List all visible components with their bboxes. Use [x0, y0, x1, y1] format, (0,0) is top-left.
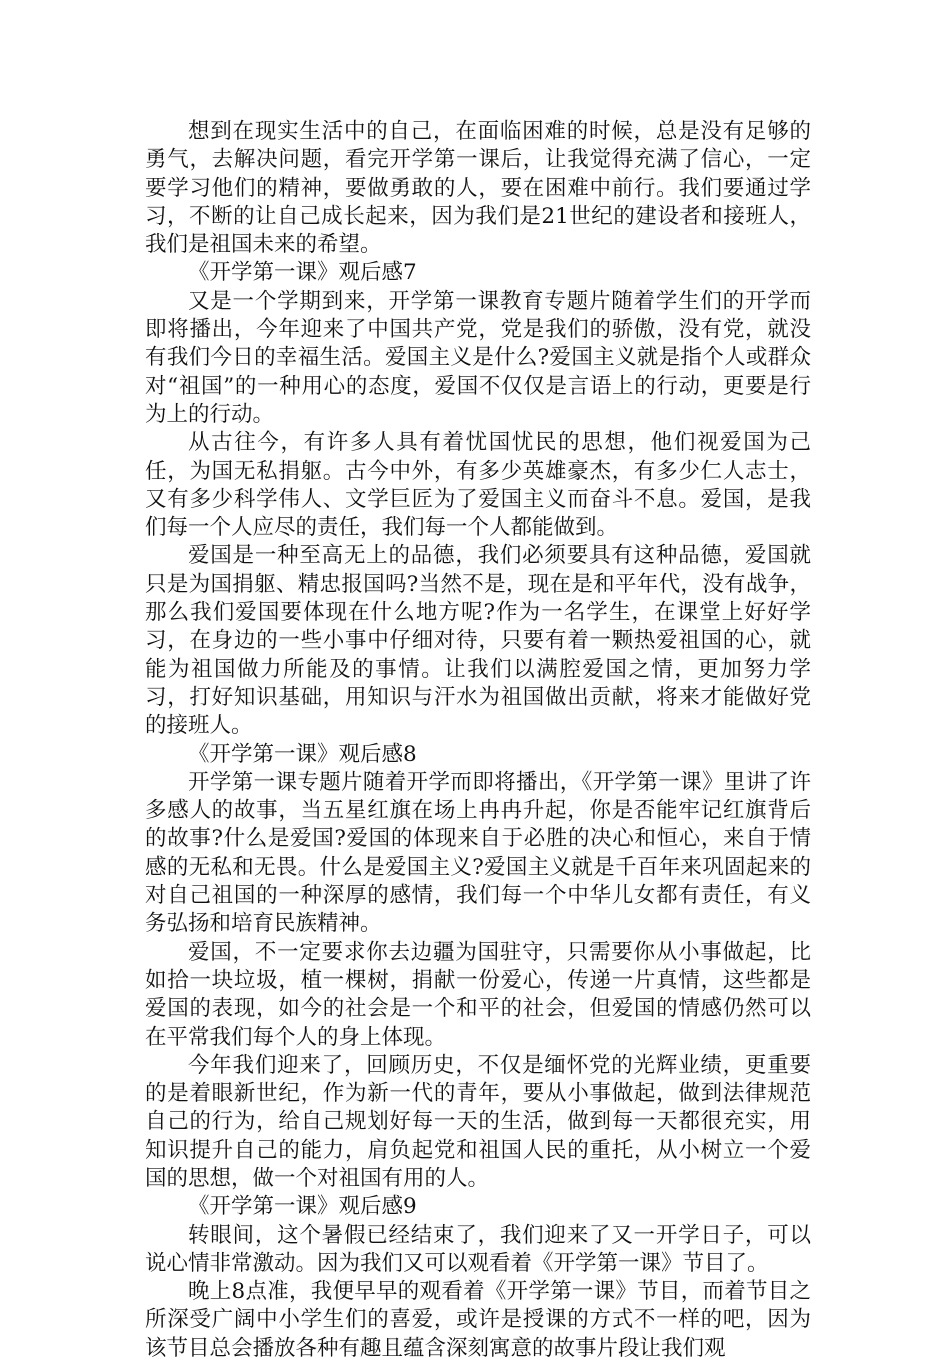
- paragraph: 又是一个学期到来，开学第一课教育专题片随着学生们的开学而即将播出，今年迎来了中国共产党，党是我们的骄傲，没有党，就没有我们今日的幸福生活。爱国主义是什么?爱国主义就是指个人或群众对“祖国”的一种用心的态度，爱国不仅仅是言语上的行动，更要是行为上的行动。: [145, 288, 811, 427]
- paragraph: 从古往今，有许多人具有着忧国忧民的思想，他们视爱国为己任，为国无私捐躯。古今中外，有多少英雄豪杰，有多少仁人志士，又有多少科学伟人、文学巨匠为了爱国主义而奋斗不息。爱国，是我们每一个人应尽的责任，我们每一个人都能做到。: [145, 430, 811, 541]
- paragraph: 今年我们迎来了，回顾历史，不仅是缅怀党的光辉业绩，更重要的是着眼新世纪，作为新一代的青年，要从小事做起，做到法律规范自己的行为，给自己规划好每一天的生活，做到每一天都很充实，用知识提升自己的能力，肩负起党和祖国人民的重托，从小树立一个爱国的思想，做一个对祖国有用的人。: [145, 1052, 811, 1191]
- document-body: [145, 118, 811, 1363]
- paragraph: 晚上8点准，我便早早的观看着《开学第一课》节目，而着节目之所深受广阔中小学生们的喜爱，或许是授课的方式不一样的吧，因为该节目总会播放各种有趣且蕴含深刻寓意的故事片段让我们观: [145, 1279, 811, 1361]
- section-heading: 《开学第一课》观后感8: [188, 741, 417, 767]
- section-heading: 《开学第一课》观后感7: [188, 260, 417, 286]
- paragraph: 爱国是一种至高无上的品德，我们必须要具有这种品德，爱国就只是为国捐躯、精忠报国吗?当然不是，现在是和平年代，没有战争，那么我们爱国要体现在什么地方呢?作为一名学生，在课堂上好好学习，在身边的一些小事中仔细对待，只要有着一颗热爱祖国的心，就能为祖国做力所能及的事情。让我们以满腔爱国之情，更加努力学习，打好知识基础，用知识与汗水为祖国做出贡献，将来才能做好党的接班人。: [145, 543, 811, 739]
- paragraph: 开学第一课专题片随着开学而即将播出，《开学第一课》里讲了许多感人的故事，当五星红旗在场上冉冉升起，你是否能牢记红旗背后的故事?什么是爱国?爱国的体现来自于必胜的决心和恒心，来自于情感的无私和无畏。什么是爱国主义?爱国主义就是千百年来巩固起来的对自己祖国的一种深厚的感情，我们每一个中华儿女都有责任，有义务弘扬和培育民族精神。: [145, 769, 811, 937]
- paragraph: 想到在现实生活中的自己，在面临困难的时候，总是没有足够的勇气，去解决问题，看完开学第一课后，让我觉得充满了信心，一定要学习他们的精神，要做勇敢的人，要在困难中前行。我们要通过学习，不断的让自己成长起来，因为我们是21世纪的建设者和接班人，我们是祖国未来的希望。: [145, 119, 811, 258]
- paragraph: 转眼间，这个暑假已经结束了，我们迎来了又一开学日子，可以说心情非常激动。因为我们又可以观看着《开学第一课》节目了。: [145, 1222, 811, 1276]
- section-heading: 《开学第一课》观后感9: [188, 1194, 417, 1220]
- paragraph: 爱国，不一定要求你去边疆为国驻守，只需要你从小事做起，比如拾一块垃圾，植一棵树，捐献一份爱心，传递一片真情，这些都是爱国的表现，如今的社会是一个和平的社会，但爱国的情感仍然可以在平常我们每个人的身上体现。: [145, 939, 811, 1050]
